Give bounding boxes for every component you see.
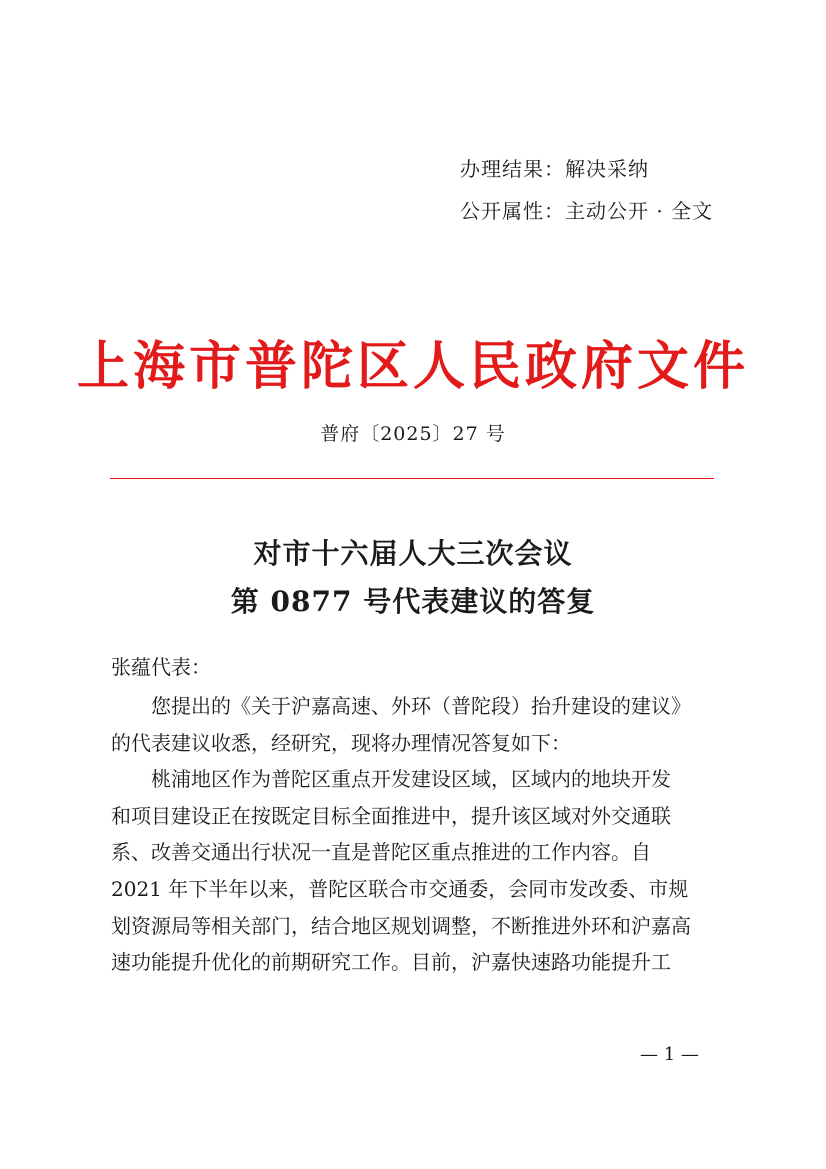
document-number: 普府〔2025〕27 号 [320,423,506,445]
salutation: 张蕴代表： [111,655,211,679]
body-line: 的代表建议收悉，经研究，现将办理情况答复如下： [111,730,571,755]
body-line: 2021 年下半年以来，普陀区联合市交通委，会同市发改委、市规 [111,876,689,901]
document-title-line-2: 第 0877 号代表建议的答复 [230,585,596,618]
document-title-line-1: 对市十六届人大三次会议 [253,537,573,570]
body-line: 系、改善交通出行状况一直是普陀区重点推进的工作内容。自 [111,840,651,865]
body-line: 划资源局等相关部门，结合地区规划调整，不断推进外环和沪嘉高 [111,913,691,938]
body-paragraphs [111,688,727,981]
body-line: 您提出的《关于沪嘉高速、外环（普陀段）抬升建设的建议》 [151,694,691,718]
body-line: 桃浦地区作为普陀区重点开发建设区域，区域内的地块开发 [151,767,671,792]
body-line: 和项目建设正在按既定目标全面推进中，提升该区域对外交通联 [111,803,671,828]
issuer-header: 上海市普陀区人民政府文件 [76,336,749,397]
disclosure-attribute: 公开属性：主动公开 · 全文 [460,199,714,223]
red-divider-line [110,478,714,479]
page-number: — 1 — [640,1044,699,1065]
handling-result: 办理结果：解决采纳 [460,157,649,181]
body-line: 速功能提升优化的前期研究工作。目前，沪嘉快速路功能提升工 [111,950,671,975]
